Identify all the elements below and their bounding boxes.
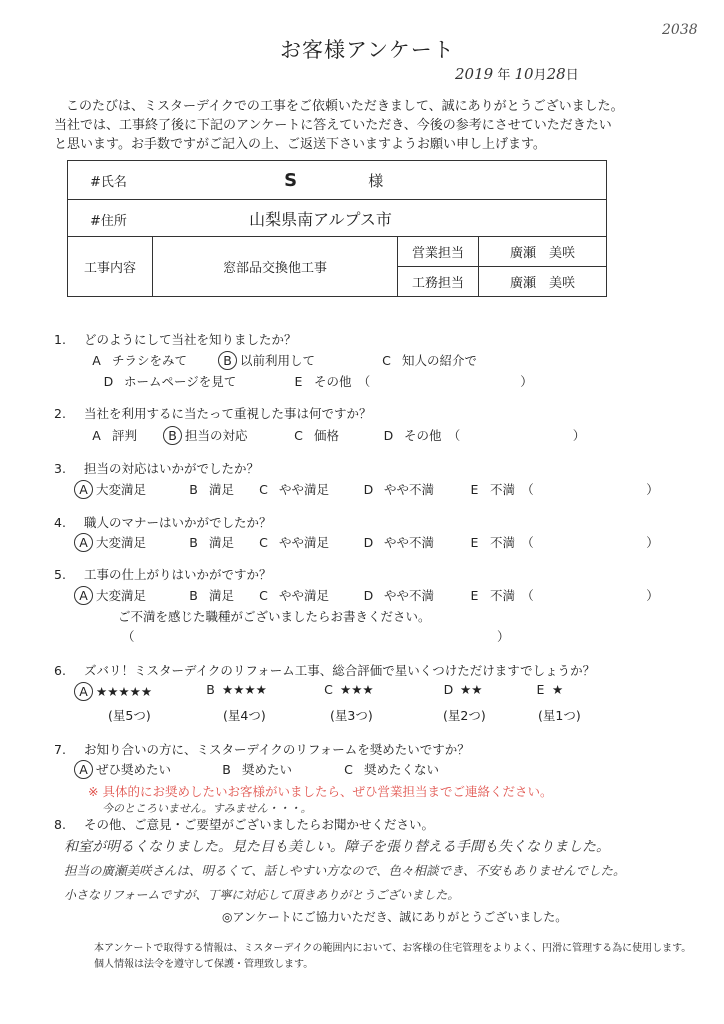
q5-option-d[interactable]: D やや不満 [363,588,434,603]
q6-option-d[interactable]: D ★★ [443,682,483,697]
q8-question: 8. その他、ご意見・ご要望がございましたらお聞かせください。 [54,817,435,832]
q6-option-e[interactable]: E ★ [536,682,564,697]
name-suffix: 様 [368,171,384,190]
q4-option-c[interactable]: C やや満足 [259,535,329,550]
name-row [68,161,607,200]
footer-line-2: 個人情報は法令を遵守して保護・管理致します。 [94,959,314,970]
q4-option-d[interactable]: D やや不満 [363,535,434,550]
intro-line-2: 当社では、工事終了後に下記のアンケートに答えていただき、今後の参考にさせていただきたい [54,118,612,133]
q1-option-d[interactable]: D ホームページを見て [103,374,237,389]
q8-handwritten-line-3: 小さなリフォームですが、丁寧に対応して頂きありがとうございました。 [64,888,460,902]
intro-line-3: と思います。お手数ですがご記入の上、ご返送下さいますようお願い申し上げます。 [54,137,546,152]
q5-option-c[interactable]: C やや満足 [259,588,329,603]
q5-option-a[interactable]: A 大変満足 [74,586,146,605]
q7-question: 7. お知り合いの方に、ミスターデイクのリフォームを奨めたいですか？ [54,742,470,757]
q7-option-b[interactable]: B 奨めたい [222,762,292,777]
thanks-message: ◎アンケートにご協力いただき、誠にありがとうございました。 [222,910,568,924]
q3-question: 3. 担当の対応はいかがでしたか？ [54,461,260,476]
footer-line-1: 本アンケートで取得する情報は、ミスターデイクの範囲内において、お客様の住宅管理をよりよく、円滑に管理する為に使用します。 [94,943,692,954]
q6-sub-a: (星5つ) [108,708,151,723]
page-title: お客様アンケート [280,38,455,62]
q4-question: 4. 職人のマナーはいかがでしたか？ [54,515,272,530]
q6-sub-b: (星4つ) [223,708,266,723]
q2-option-d[interactable]: D その他 （ ） [383,428,586,443]
document-number: 2038 [662,22,698,38]
customer-info-table [67,160,607,297]
date-month: 10 [514,65,534,83]
q7-option-c[interactable]: C 奨めたくない [344,762,439,777]
date-year: 2019 [455,65,494,83]
q7-handwritten-answer: 今のところいません。すみません・・・。 [102,802,312,815]
q5-sub-blank[interactable]: （ ） [122,629,510,644]
q4-option-b[interactable]: B 満足 [189,535,234,550]
q6-sub-e: (星1つ) [538,708,581,723]
date-day: 28 [546,65,566,83]
q1-question: 1. どのようにして当社を知りましたか？ [54,332,297,347]
q6-sub-d: (星2つ) [443,708,486,723]
q6-sub-c: (星3つ) [330,708,373,723]
q3-option-d[interactable]: D やや不満 [363,482,434,497]
q8-handwritten-line-2: 担当の廣瀬美咲さんは、明るくて、話しやすい方なので、色々相談でき、不安もありませんでした。 [64,863,626,878]
q1-option-c[interactable]: C 知人の紹介で [382,353,477,368]
q7-note: ※ 具体的にお奨めしたいお客様がいましたら、ぜひ営業担当までご連絡ください。 [88,784,553,799]
q3-option-b[interactable]: B 満足 [189,482,234,497]
works-value: 廣瀬 美咲 [479,267,607,297]
q2-option-c[interactable]: C 価格 [294,428,339,443]
q6-question: 6. ズバリ！ミスターデイクのリフォーム工事、総合評価で星いくつけただけますでしょうか？ [54,663,596,678]
q6-option-c[interactable]: C ★★★ [324,682,374,697]
address-row [68,200,607,237]
q1-option-e[interactable]: E その他 （ ） [294,374,533,389]
address-value: 山梨県南アルプス市 [249,209,392,229]
q5-option-b[interactable]: B 満足 [189,588,234,603]
q2-question: 2. 当社を利用するに当たって重視した事は何ですか？ [54,406,372,421]
q5-sub-question: ご不満を感じた職種がございましたらお書きください。 [118,609,431,624]
name-label: #氏名 [90,174,127,190]
q3-option-a[interactable]: A 大変満足 [74,480,146,499]
q2-option-b[interactable]: B 担当の対応 [163,426,248,445]
name-value: S [284,169,298,191]
intro-line-1: このたびは、ミスターデイクでの工事をご依頼いただきまして、誠にありがとうございました。 [66,99,624,114]
q3-option-e[interactable]: E 不満 （ ） [470,482,659,497]
q8-handwritten-line-1: 和室が明るくなりました。見た目も美しい。障子を張り替える手間も失くなりました。 [64,839,610,855]
q4-option-e[interactable]: E 不満 （ ） [470,535,659,550]
q6-option-b[interactable]: B ★★★★ [206,682,267,697]
q1-option-a[interactable]: A チラシをみて [92,353,187,368]
q3-option-c[interactable]: C やや満足 [259,482,329,497]
sales-label: 営業担当 [398,237,479,267]
q6-option-a[interactable]: A ★★★★★ [74,682,152,701]
work-value: 窓部品交換他工事 [153,237,398,297]
sales-value: 廣瀬 美咲 [479,237,607,267]
address-label: #住所 [90,213,127,229]
work-label: 工事内容 [68,237,153,297]
q1-option-b[interactable]: B 以前利用して [218,351,315,370]
q7-option-a[interactable]: A ぜひ奨めたい [74,760,171,779]
q5-question: 5. 工事の仕上がりはいかがですか？ [54,567,272,582]
q2-option-a[interactable]: A 評判 [92,428,137,443]
q5-option-e[interactable]: E 不満 （ ） [470,588,659,603]
survey-date: 2019 年 10月28日 [455,65,579,83]
works-label: 工務担当 [398,267,479,297]
q4-option-a[interactable]: A 大変満足 [74,533,146,552]
